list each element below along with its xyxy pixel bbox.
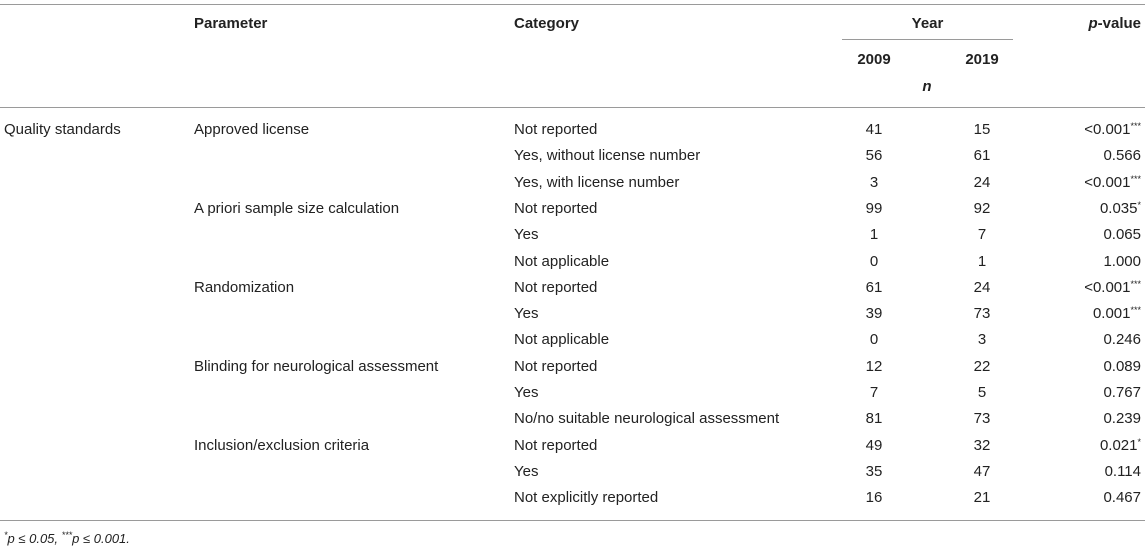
- header-pvalue-p: p: [1088, 15, 1098, 32]
- header-year-2019: 2019: [965, 51, 999, 68]
- count-2019-cell: 73: [973, 410, 991, 427]
- pvalue-cell: [1103, 226, 1141, 244]
- count-2019-cell: 3: [977, 331, 987, 348]
- significance-marker: ***: [1130, 279, 1141, 289]
- pvalue-number: 1.000: [1103, 253, 1141, 270]
- pvalue-cell: [1103, 253, 1141, 271]
- pvalue-cell: [1084, 174, 1141, 192]
- pvalue-cell: [1084, 121, 1141, 139]
- pvalue-cell: [1100, 437, 1141, 455]
- count-2019-cell: 7: [977, 226, 987, 243]
- pvalue-number: 0.001: [1092, 305, 1131, 322]
- year-rule: [842, 39, 1013, 40]
- pvalue-number: 0.089: [1103, 358, 1141, 375]
- count-2009-cell: 49: [865, 437, 883, 454]
- count-2019-cell: 47: [973, 463, 991, 480]
- pvalue-number: 0.021: [1099, 437, 1138, 454]
- count-2019-cell: 22: [973, 358, 991, 375]
- pvalue-number: <0.001: [1084, 174, 1131, 191]
- header-year: Year: [911, 15, 944, 32]
- significance-marker: *: [1137, 200, 1141, 210]
- header-pvalue-suffix: -value: [1097, 15, 1141, 32]
- pvalue-cell: [1103, 147, 1141, 165]
- category-cell: Not reported: [514, 121, 598, 138]
- count-2009-cell: 35: [865, 463, 883, 480]
- pvalue-cell: [1103, 489, 1141, 507]
- pvalue-number: <0.001: [1084, 121, 1131, 138]
- pvalue-number: 0.065: [1103, 226, 1141, 243]
- count-2019-cell: 24: [973, 279, 991, 296]
- category-cell: Not reported: [514, 358, 598, 375]
- category-cell: Not reported: [514, 437, 598, 454]
- parameter-cell: Blinding for neurological assessment: [194, 358, 439, 375]
- category-cell: Not applicable: [514, 253, 610, 270]
- category-cell: Yes, with license number: [514, 174, 680, 191]
- pvalue-number: 0.246: [1103, 331, 1141, 348]
- count-2019-cell: 1: [977, 253, 987, 270]
- count-2009-cell: 81: [865, 410, 883, 427]
- header-parameter: Parameter: [194, 15, 268, 32]
- pvalue-cell: [1103, 410, 1141, 428]
- count-2009-cell: 39: [865, 305, 883, 322]
- category-cell: Not reported: [514, 200, 598, 217]
- count-2009-cell: 7: [869, 384, 879, 401]
- pvalue-cell: [1105, 463, 1141, 481]
- count-2009-cell: 99: [865, 200, 883, 217]
- count-2019-cell: 73: [973, 305, 991, 322]
- significance-marker: ***: [1130, 305, 1141, 315]
- footnote: *p ≤ 0.05, ***p ≤ 0.001.: [4, 530, 130, 546]
- pvalue-number: 0.467: [1103, 489, 1141, 506]
- bottom-rule: [0, 520, 1145, 521]
- count-2019-cell: 5: [977, 384, 987, 401]
- count-2009-cell: 56: [865, 147, 883, 164]
- pvalue-number: 0.114: [1104, 463, 1141, 480]
- pvalue-cell: [1103, 384, 1141, 402]
- count-2019-cell: 24: [973, 174, 991, 191]
- count-2019-cell: 21: [973, 489, 991, 506]
- pvalue-number: 0.566: [1103, 147, 1141, 164]
- top-rule: [0, 4, 1145, 5]
- pvalue-cell: [1103, 331, 1141, 349]
- category-cell: Yes, without license number: [514, 147, 701, 164]
- header-year-2009: 2009: [857, 51, 891, 68]
- count-2019-cell: 92: [973, 200, 991, 217]
- category-cell: Yes: [514, 463, 539, 480]
- count-2019-cell: 61: [973, 147, 991, 164]
- category-cell: Yes: [514, 305, 539, 322]
- category-cell: Yes: [514, 384, 539, 401]
- pvalue-number: 0.035: [1099, 200, 1138, 217]
- parameter-cell: Inclusion/exclusion criteria: [194, 437, 370, 454]
- pvalue-cell: [1093, 305, 1141, 323]
- pvalue-cell: [1103, 358, 1141, 376]
- significance-marker: *: [1137, 437, 1141, 447]
- category-cell: Not applicable: [514, 331, 610, 348]
- category-cell: Not explicitly reported: [514, 489, 659, 506]
- count-2009-cell: 12: [865, 358, 883, 375]
- count-2009-cell: 41: [865, 121, 883, 138]
- category-cell: No/no suitable neurological assessment: [514, 410, 780, 427]
- pvalue-number: 0.767: [1103, 384, 1141, 401]
- pvalue-cell: [1100, 200, 1141, 218]
- count-2019-cell: 32: [973, 437, 991, 454]
- count-2009-cell: 3: [869, 174, 879, 191]
- significance-marker: ***: [1130, 174, 1141, 184]
- section-label: Quality standards: [4, 121, 121, 138]
- parameter-cell: A priori sample size calculation: [194, 200, 400, 217]
- count-2009-cell: 16: [865, 489, 883, 506]
- parameter-cell: Approved license: [194, 121, 310, 138]
- pvalue-cell: [1084, 279, 1141, 297]
- count-2019-cell: 15: [973, 121, 991, 138]
- significance-marker: ***: [1130, 121, 1141, 131]
- header-n: n: [922, 78, 932, 95]
- count-2009-cell: 61: [865, 279, 883, 296]
- header-bottom-rule: [0, 107, 1145, 108]
- count-2009-cell: 0: [869, 331, 879, 348]
- pvalue-number: <0.001: [1084, 279, 1131, 296]
- count-2009-cell: 0: [869, 253, 879, 270]
- header-category: Category: [514, 15, 580, 32]
- header-pvalue: [1088, 15, 1141, 33]
- count-2009-cell: 1: [869, 226, 879, 243]
- pvalue-number: 0.239: [1103, 410, 1141, 427]
- category-cell: Not reported: [514, 279, 598, 296]
- category-cell: Yes: [514, 226, 539, 243]
- parameter-cell: Randomization: [194, 279, 295, 296]
